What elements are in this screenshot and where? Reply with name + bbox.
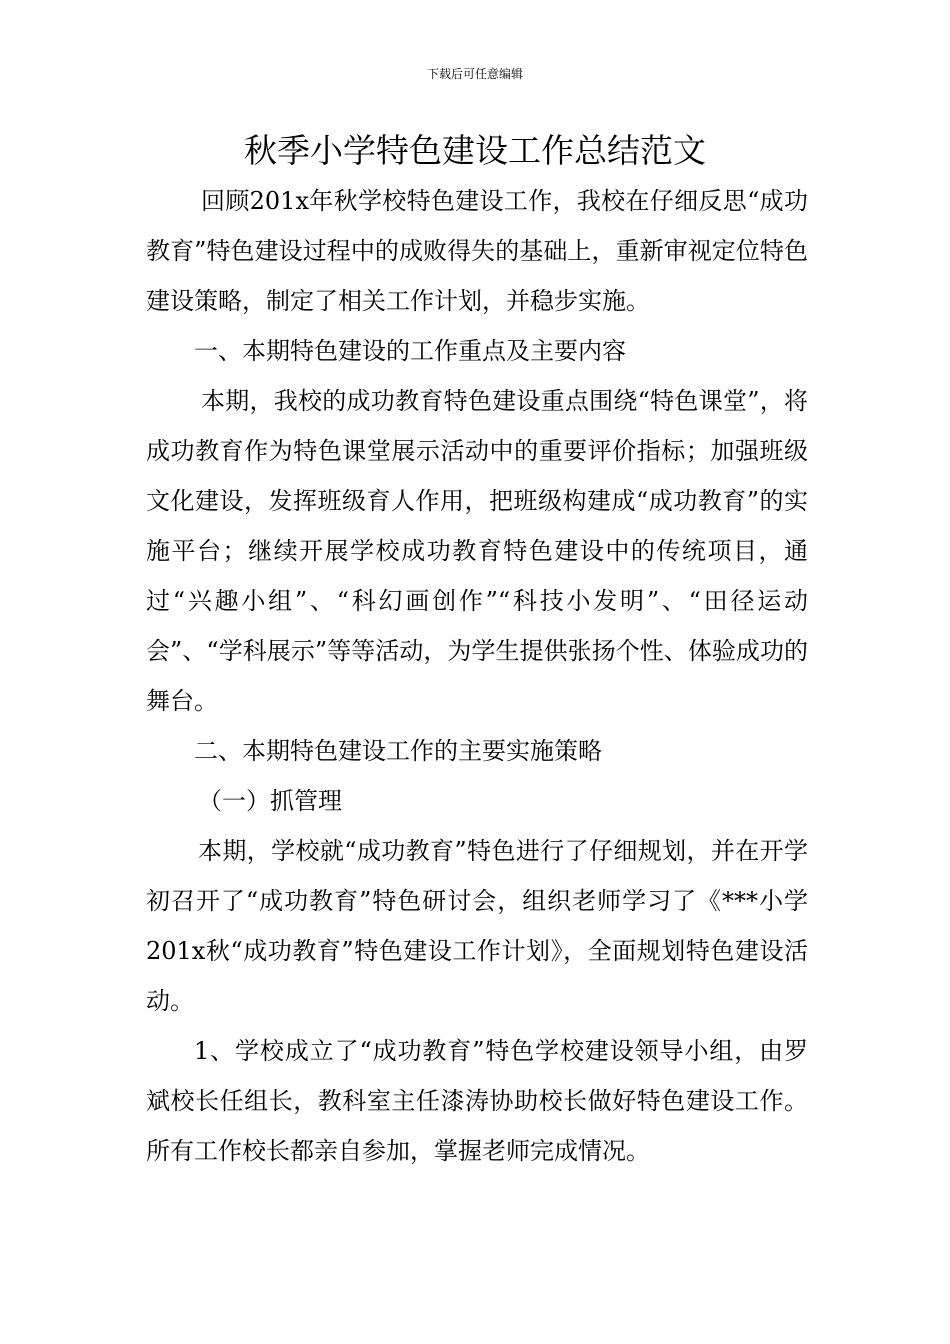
paragraph-section-1: 本期，我校的成功教育特色建设重点围绕“特色课堂”，将成功教育作为特色课堂展示活动中的重要评价指标；加强班级文化建设，发挥班级育人作用，把班级构建成“成功教育”的实施平台；继续开展学校成功教育特色建设中的传统项目，通过“兴趣小组”、“科幻画创作”“科技小发明”、“田径运动会”、“学科展示”等等活动，为学生提供张扬个性、体验成功的舞台。: [146, 387, 808, 715]
document-body: [146, 176, 808, 1176]
header-note: 下载后可任意编辑: [426, 67, 523, 81]
paragraph-intro: 回顾201x年秋学校特色建设工作，我校在仔细反思“成功教育”特色建设过程中的成败得失的基础上，重新审视定位特色建设策略，制定了相关工作计划，并稳步实施。: [146, 187, 808, 315]
paragraph-management: 本期，学校就“成功教育”特色进行了仔细规划，并在开学初召开了“成功教育”特色研讨会，组织老师学习了《***小学201x秋“成功教育”特色建设工作计划》，全面规划特色建设活动。: [146, 837, 808, 1015]
section-heading-1: 一、本期特色建设的工作重点及主要内容: [194, 337, 626, 365]
subsection-heading-1: （一）抓管理: [198, 787, 342, 815]
paragraph-item-1: 1、学校成立了“成功教育”特色学校建设领导小组，由罗斌校长任组长，教科室主任漆涛协助校长做好特色建设工作。所有工作校长都亲自参加，掌握老师完成情况。: [146, 1037, 808, 1165]
document-title: 秋季小学特色建设工作总结范文: [244, 131, 706, 170]
section-heading-2: 二、本期特色建设工作的主要实施策略: [194, 737, 602, 765]
